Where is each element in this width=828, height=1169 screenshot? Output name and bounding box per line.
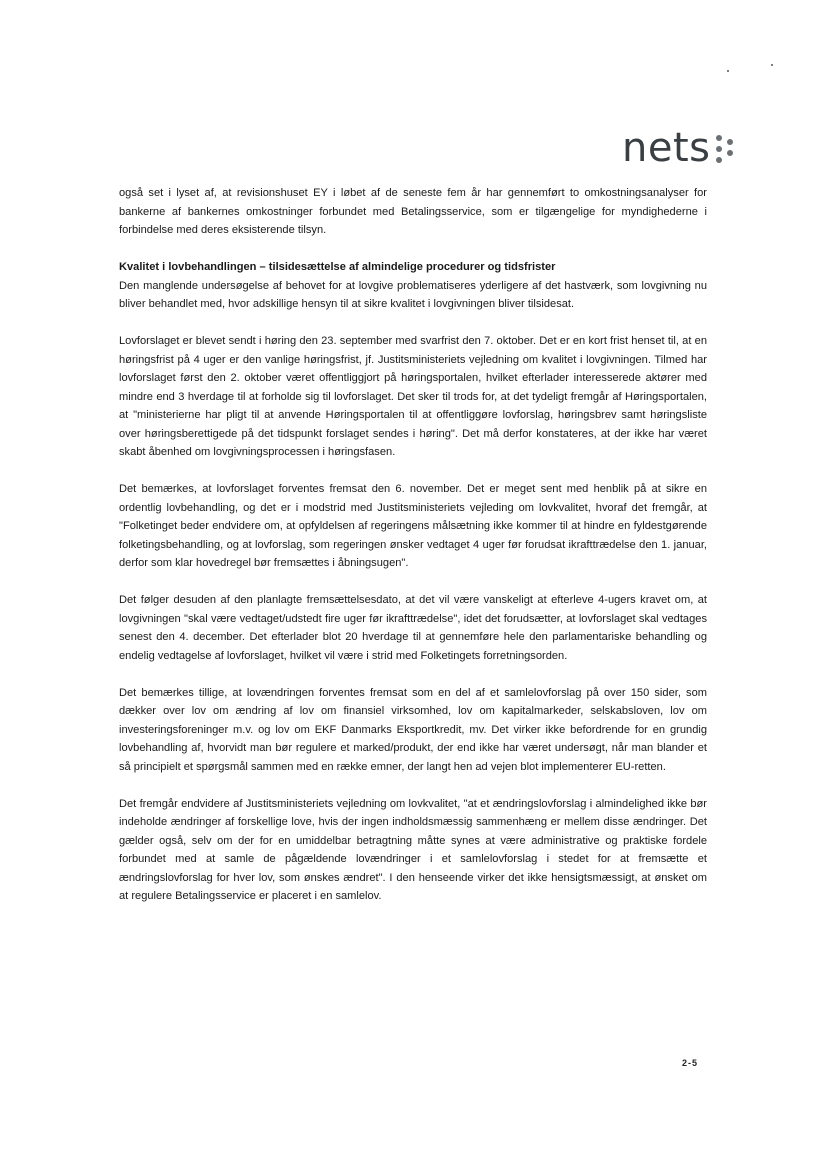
page-number: 2-5: [682, 1058, 699, 1068]
logo-wordmark: nets: [622, 125, 711, 171]
paragraph: Det bemærkes, at lovforslaget forventes fremsat den 6. november. Det er meget sent med henblik på at sikre en ordentlig lovbehandling, og det er i modstrid med Justitsministeriets vejleding om lovkvalitet, hvoraf det fremgår, at "Folketinget beder endvidere om, at opfyldelsen af regeringens målsætning ikke kommer til at hindre en fyldestgørende folketingsbehandling, og at lovforslag, som regeringen ønsker vedtaget 4 uger før forudsat ikrafttrædelse den 1. januar, derfor som klar hovedregel bør fremsættes i åbningsugen".: [119, 483, 707, 569]
paragraph: Lovforslaget er blevet sendt i høring den 23. september med svarfrist den 7. oktober. Det er en kort frist henset til, at en høringsfrist på 4 uger er den vanlige høringsfrist, jf. Justitsministeriets vejledning om kvalitet i lovgivningen. Tilmed har lovforslaget først den 2. oktober været offentliggjort på høringsportalen, hvilket efterlader interesserede aktører med mindre end 3 hverdage til at forholde sig til lovforslaget. Det sker til trods for, at det tydeligt fremgår af Høringsportalen, at "ministerierne har pligt til at anvende Høringsportalen til at offentliggøre lovforslag, høringsbrev samt høringsliste over høringsberettigede på det tidspunkt forslaget sendes i høring". Det må derfor konstateres, at der ikke har været skabt åbenhed om lovgivningsprocessen i høringsfasen.: [119, 335, 707, 458]
section-heading: Kvalitet i lovbehandlingen – tilsidesættelse af almindelige procedurer og tidsfrister: [119, 261, 556, 273]
paragraph: Det fremgår endvidere af Justitsministeriets vejledning om lovkvalitet, "at et ændringslovforslag i almindelighed ikke bør indeholde ændringer af forskellige love, hvis der ingen indholdsmæssig sammenhæng er mellem disse ændringer. Det gælder også, selv om der for en umiddelbar betragtning måtte synes at være administrative og praktiske fordele forbundet med at samle de pågældende lovændringer i et samlelovforslag i stedet for at fremsætte et ændringslovforslag for hver lov, som ønskes ændret". I den henseende virker det ikke hensigtsmæssigt, at ønsket om at regulere Betalingsservice er placeret i en samlelov.: [119, 797, 707, 902]
letter-body: [119, 184, 707, 924]
paragraph: Det bemærkes tillige, at lovændringen forventes fremsat som en del af et samlelovforslag på over 150 sider, som dækker over lov om ændring af lov om finansiel virksomhed, lov om kapitalmarkeder, selskabsloven, lov om investeringsforeninger m.v. og lov om EKF Danmarks Eksportkredit, mv. Det virker ikke befordrende for en grundig lovbehandling af, hvorvidt man bør regulere et marked/produkt, der end ikke har været undersøgt, når man blander et så principielt et spørgsmål sammen med en række emner, der langt hen ad vejen blot implementerer EU-retten.: [119, 686, 707, 773]
logo-dots-icon: [714, 133, 736, 167]
paragraph: Det følger desuden af den planlagte fremsættelsesdato, at det vil være vanskeligt at efterleve 4-ugers kravet om, at lovgivningen "skal være vedtaget/udstedt fire uger før ikrafttrædelse", idet det forudsætter, at lovforslaget skal vedtages senest den 4. december. Det efterlader blot 20 hverdage til at gennemføre hele den parlamentariske behandling og endelig vedtagelse af lovforslaget, hvilket vil være i strid med Folketingets forretningsorden.: [119, 594, 707, 662]
scan-speck: [727, 70, 729, 72]
paragraph: Den manglende undersøgelse af behovet for at lovgive problematiseres yderligere af det hastværk, som lovgivning nu bliver behandlet med, hvor adskillige hensyn til at sikre kvalitet i lovgivningen bliver tilsidesat.: [119, 279, 707, 310]
nets-logo: [622, 125, 736, 171]
scan-speck: [771, 64, 773, 66]
paragraph-intro: også set i lyset af, at revisionshuset EY i løbet af de seneste fem år har gennemført to omkostningsanalyser for bankerne af bankernes omkostninger forbundet med Betalingsservice, som er tilgængelige for myndighederne i forbindelse med deres eksisterende tilsyn.: [119, 187, 707, 236]
